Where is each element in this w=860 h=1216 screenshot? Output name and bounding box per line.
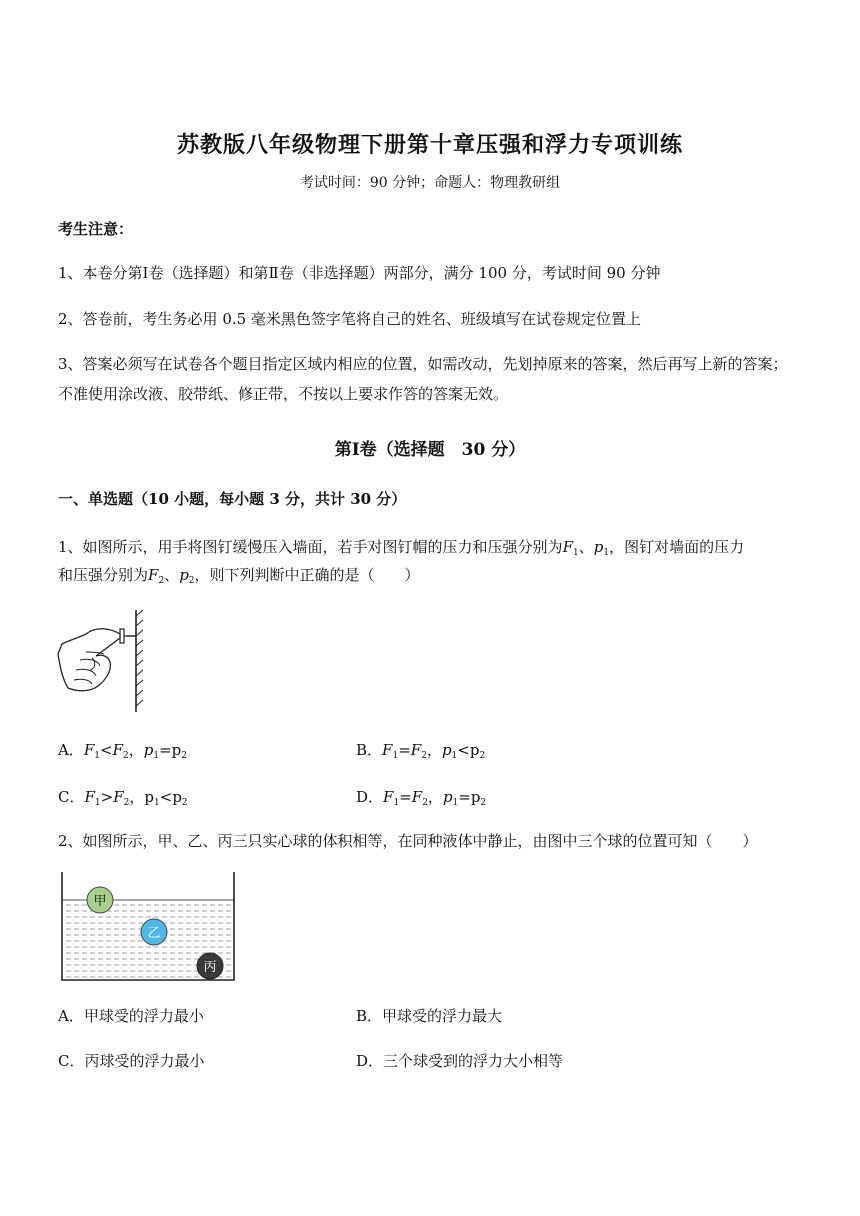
page-title: 苏教版八年级物理下册第十章压强和浮力专项训练	[176, 132, 683, 158]
question-1-option-b[interactable]: B．$F_1=F_2$，$p_1<p_2$	[356, 741, 486, 761]
svg-text:乙: 乙	[147, 926, 161, 941]
part1-title: 第Ⅰ卷（选择题 30 分）	[334, 440, 526, 460]
ball-yi	[141, 919, 167, 945]
question-2-option-d[interactable]: D．三个球受到的浮力大小相等	[356, 1052, 564, 1070]
question-1-option-c[interactable]: C．$F_1>F_2$，$p_1<p_2$	[58, 788, 188, 808]
question-1-option-a[interactable]: A．$F_1<F_2$，$p_1=p_2$	[58, 741, 188, 761]
question-1-line-1: 1、如图所示，用手将图钉缓慢压入墙面，若手对图钉帽的压力和压强分别为$F_1$、$p_1$，图钉对墙面的压力	[58, 538, 745, 558]
question-2-option-a[interactable]: A．甲球受的浮力最小	[58, 1007, 204, 1025]
question-2-option-c[interactable]: C．丙球受的浮力最小	[58, 1052, 205, 1070]
question-2-option-b[interactable]: B．甲球受的浮力最大	[356, 1007, 503, 1025]
section1-title: 一、单选题（10 小题，每小题 3 分，共计 30 分）	[58, 490, 407, 508]
hand-pressing-thumbtack-figure	[52, 608, 152, 714]
notice-item-2: 2、答卷前，考生务必用 0.5 毫米黑色签字笔将自己的姓名、班级填写在试卷规定位置上	[58, 310, 641, 328]
notice-heading: 考生注意：	[58, 220, 134, 238]
notice-item-3: 3、答案必须写在试卷各个题目指定区域内相应的位置，如需改动，先划掉原来的答案，然后再写上新的答案；不准使用涂改液、胶带纸、修正带，不按以上要求作答的答案无效。	[58, 355, 788, 403]
three-balls-in-liquid-figure	[58, 872, 238, 984]
exam-info: 考试时间：90 分钟；命题人：物理教研组	[299, 175, 561, 191]
svg-text:丙: 丙	[203, 960, 217, 975]
ball-bing	[197, 953, 223, 979]
ball-jia	[87, 887, 113, 913]
question-1-line-2: 和压强分别为$F_2$、$p_2$，则下列判断中正确的是（ ）	[58, 566, 420, 586]
notice-item-1: 1、本卷分第Ⅰ卷（选择题）和第Ⅱ卷（非选择题）两部分，满分 100 分，考试时间 90 分钟	[58, 264, 661, 282]
question-2-text: 2、如图所示，甲、乙、丙三只实心球的体积相等，在同种液体中静止，由图中三个球的位置可知（ ）	[58, 832, 758, 850]
question-1-option-d[interactable]: D．$F_1=F_2$，$p_1=p_2$	[356, 788, 487, 808]
svg-text:甲: 甲	[93, 894, 107, 909]
